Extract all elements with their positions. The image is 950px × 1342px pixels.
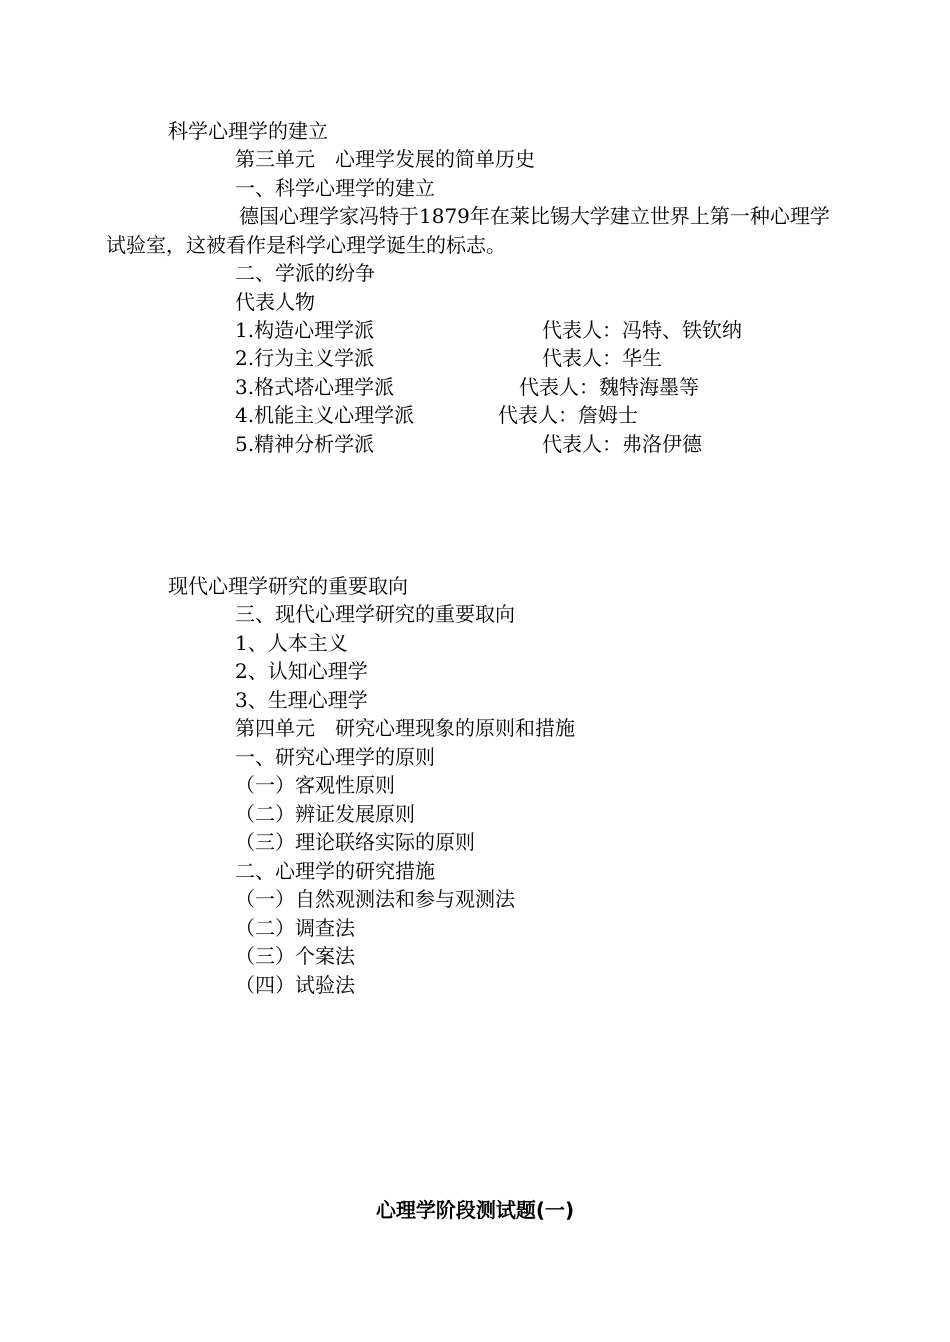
school-row (235, 373, 795, 401)
school-representative: 代表人：华生 (542, 346, 662, 370)
orientation-item: 1、人本主义 (235, 631, 348, 655)
test-title: 心理学阶段测试题(一) (375, 1198, 575, 1222)
principle-item: （二）辨证发展原则 (235, 802, 415, 826)
orientation-item: 3、生理心理学 (235, 688, 368, 712)
method-item: （四）试验法 (235, 973, 355, 997)
subheading-establishment: 一、科学心理学的建立 (235, 176, 435, 200)
school-row (235, 430, 795, 458)
method-item: （一）自然观测法和参与观测法 (235, 887, 515, 911)
representatives-header: 代表人物 (235, 290, 315, 314)
school-name: 4.机能主义心理学派 (235, 403, 415, 427)
unit-three-title: 第三单元 心理学发展的简单历史 (235, 147, 535, 171)
subheading-methods: 二、心理学的研究措施 (235, 859, 435, 883)
subheading-schools-dispute: 二、学派的纷争 (235, 261, 375, 285)
school-representative: 代表人：冯特、铁钦纳 (542, 318, 742, 342)
method-item: （二）调查法 (235, 916, 355, 940)
school-row (235, 344, 795, 372)
school-name: 2.行为主义学派 (235, 346, 375, 370)
subheading-principles: 一、研究心理学的原则 (235, 745, 435, 769)
school-name: 1.构造心理学派 (235, 318, 375, 342)
school-representative: 代表人：魏特海墨等 (519, 375, 699, 399)
school-representative: 代表人：詹姆士 (498, 403, 638, 427)
orientation-item: 2、认知心理学 (235, 659, 368, 683)
wundt-paragraph: 德国心理学家冯特于1879年在莱比锡大学建立世界上第一种心理学试验室，这被看作是科学心理学诞生的标志。 (106, 204, 830, 257)
school-representative: 代表人：弗洛伊德 (542, 432, 702, 456)
method-item: （三）个案法 (235, 944, 355, 968)
unit-four-title: 第四单元 研究心理现象的原则和措施 (235, 716, 575, 740)
section-heading-modern-orientations: 现代心理学研究的重要取向 (168, 574, 408, 598)
principle-item: （一）客观性原则 (235, 773, 395, 797)
section-heading-scientific-psychology: 科学心理学的建立 (168, 119, 328, 143)
subheading-modern-orientations: 三、现代心理学研究的重要取向 (235, 602, 515, 626)
school-name: 5.精神分析学派 (235, 432, 375, 456)
school-row (235, 316, 795, 344)
principle-item: （三）理论联络实际的原则 (235, 830, 475, 854)
school-name: 3.格式塔心理学派 (235, 375, 395, 399)
school-row (235, 401, 795, 429)
